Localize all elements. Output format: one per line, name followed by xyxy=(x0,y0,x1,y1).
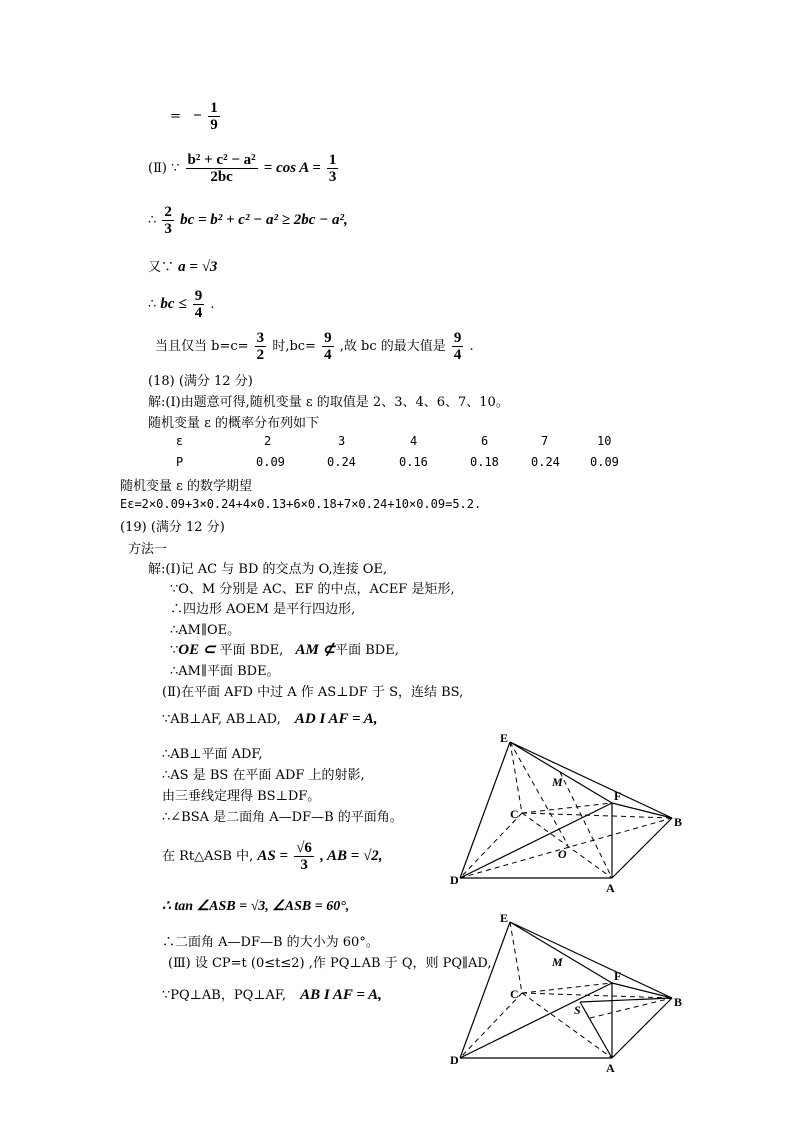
q19-l8: ∵AB⊥AF, AB⊥AD, AD I AF = A, xyxy=(162,711,378,727)
q19-l3: ∴四边形 AOEM 是平行四边形, xyxy=(170,602,356,617)
q19-l10: ∴AS 是 BS 在平面 ADF 上的射影, xyxy=(162,768,365,783)
label-B: B xyxy=(674,815,683,829)
label-C-2: C xyxy=(510,987,519,1001)
q19-l2: ∵O、M 分别是 AC、EF 的中点，ACEF 是矩形, xyxy=(170,582,455,597)
dist-row-2: 0.24 xyxy=(327,455,356,469)
q19-l6: ∴AM∥平面 BDE。 xyxy=(170,664,280,679)
q19-l11: 由三垂线定理得 BS⊥DF。 xyxy=(162,789,321,804)
q19-title: (19) (满分 12 分) xyxy=(120,520,225,535)
label-M: M xyxy=(552,775,563,789)
dist-header-4: 6 xyxy=(481,434,489,448)
dist-row-5: 0.24 xyxy=(531,455,560,469)
q19-l12: ∴∠BSA 是二面角 A—DF—B 的平面角。 xyxy=(162,810,403,825)
q19-l15: ∴二面角 A—DF—B 的大小为 60°。 xyxy=(162,935,379,950)
dist-header-2: 3 xyxy=(338,434,346,448)
q19-method: 方法一 xyxy=(128,542,168,557)
label-A-2: A xyxy=(606,1061,615,1075)
q19-l16: (Ⅲ) 设 CP=t (0≤t≤2) ,作 PQ⊥AB 于 Q，则 PQ∥AD, xyxy=(168,956,492,971)
q18-solution: 解:(Ⅰ)由题意可得,随机变量 ε 的取值是 2、3、4、6、7、10。 xyxy=(148,395,509,410)
dist-header-0: ε xyxy=(176,434,184,448)
label-B-2: B xyxy=(674,995,683,1009)
label-C: C xyxy=(510,807,519,821)
label-M-2: M xyxy=(552,955,563,969)
eq-sign: = xyxy=(170,109,181,124)
q19-l5: ∵OE ⊂ 平面 BDE, AM ⊄平面 BDE, xyxy=(170,642,399,658)
label-F: F xyxy=(614,789,622,803)
label-D-2: D xyxy=(450,1053,459,1067)
label-A: A xyxy=(606,881,615,895)
dist-row-4: 0.18 xyxy=(470,455,499,469)
expectation-title: 随机变量 ε 的数学期望 xyxy=(120,479,252,494)
label-O: O xyxy=(558,847,567,861)
q18-dist: 随机变量 ε 的概率分布列如下 xyxy=(148,416,319,431)
line-4: 又∵ a = √3 xyxy=(148,259,218,275)
q19-l17: ∵PQ⊥AB，PQ⊥AF, AB I AF = A, xyxy=(162,987,382,1003)
q18-title: (18) (满分 12 分) xyxy=(148,374,253,389)
label-S: S xyxy=(574,1003,581,1017)
q19-l1: 解:(Ⅰ)记 AC 与 BD 的交点为 O,连接 OE, xyxy=(148,562,388,577)
dist-row-3: 0.16 xyxy=(399,455,428,469)
fraction-9-4: $\frac{9}{4}$ xyxy=(194,288,203,321)
q19-l13: 在 Rt△ASB 中, AS = $\frac{√6}{3}$ , AB = √2, xyxy=(162,840,383,873)
expectation-formula: Eε=2×0.09+3×0.24+4×0.13+6×0.18+7×0.24+10×0.09=5.2. xyxy=(120,497,482,511)
dist-row-1: 0.09 xyxy=(256,455,285,469)
q19-l7: (Ⅱ)在平面 AFD 中过 A 作 AS⊥DF 于 S，连结 BS, xyxy=(162,685,464,700)
pyramid-figure-1 xyxy=(440,730,690,895)
dist-header-3: 4 xyxy=(410,434,418,448)
q19-l14: ∴ tan ∠ASB = √3, ∠ASB = 60°, xyxy=(162,899,350,914)
line-6: 当且仅当 b=c= $\frac{3}{2}$ 时,bc= $\frac{9}{4}$ ,故 bc 的最大值是 $\frac{9}{4}$ . xyxy=(155,330,474,363)
q19-l9: ∴AB⊥平面 ADF, xyxy=(162,747,263,762)
minus-sign: − xyxy=(193,108,203,124)
dist-header-6: 10 xyxy=(597,434,612,448)
part-label: (Ⅱ) xyxy=(148,161,167,176)
line-2: (Ⅱ) ∵ $\frac{\text{b² + c² − a²}}{2bc}$ = cos A = $\frac{1}{3}$ xyxy=(148,152,337,185)
line-5: ∴ bc ≤ $\frac{9}{4}$ . xyxy=(148,288,215,321)
fraction-1-9: $\frac{1}{9}$ xyxy=(210,100,218,133)
line-1 xyxy=(170,100,222,133)
dist-header-5: 7 xyxy=(541,434,549,448)
label-E: E xyxy=(500,731,509,745)
label-D: D xyxy=(450,873,459,887)
fraction-2-3: $\frac{2}{3}$ xyxy=(164,204,172,237)
dist-row-6: 0.09 xyxy=(590,455,619,469)
dist-header-1: 2 xyxy=(264,434,272,448)
q19-l4: ∴AM∥OE。 xyxy=(170,623,241,638)
pyramid-figure-2 xyxy=(440,910,690,1075)
label-F-2: F xyxy=(614,969,622,983)
label-E-2: E xyxy=(500,911,509,925)
figure-2-edges xyxy=(460,922,672,1058)
fraction-1-3: $\frac{1}{3}$ xyxy=(328,152,337,185)
cos-fraction: $\frac{\text{b² + c² − a²}}{2bc}$ xyxy=(187,152,256,185)
dist-row-0: P xyxy=(176,455,184,469)
line-3: ∴ $\frac{2}{3}$ bc = b² + c² − a² ≥ 2bc − a², xyxy=(148,204,348,237)
